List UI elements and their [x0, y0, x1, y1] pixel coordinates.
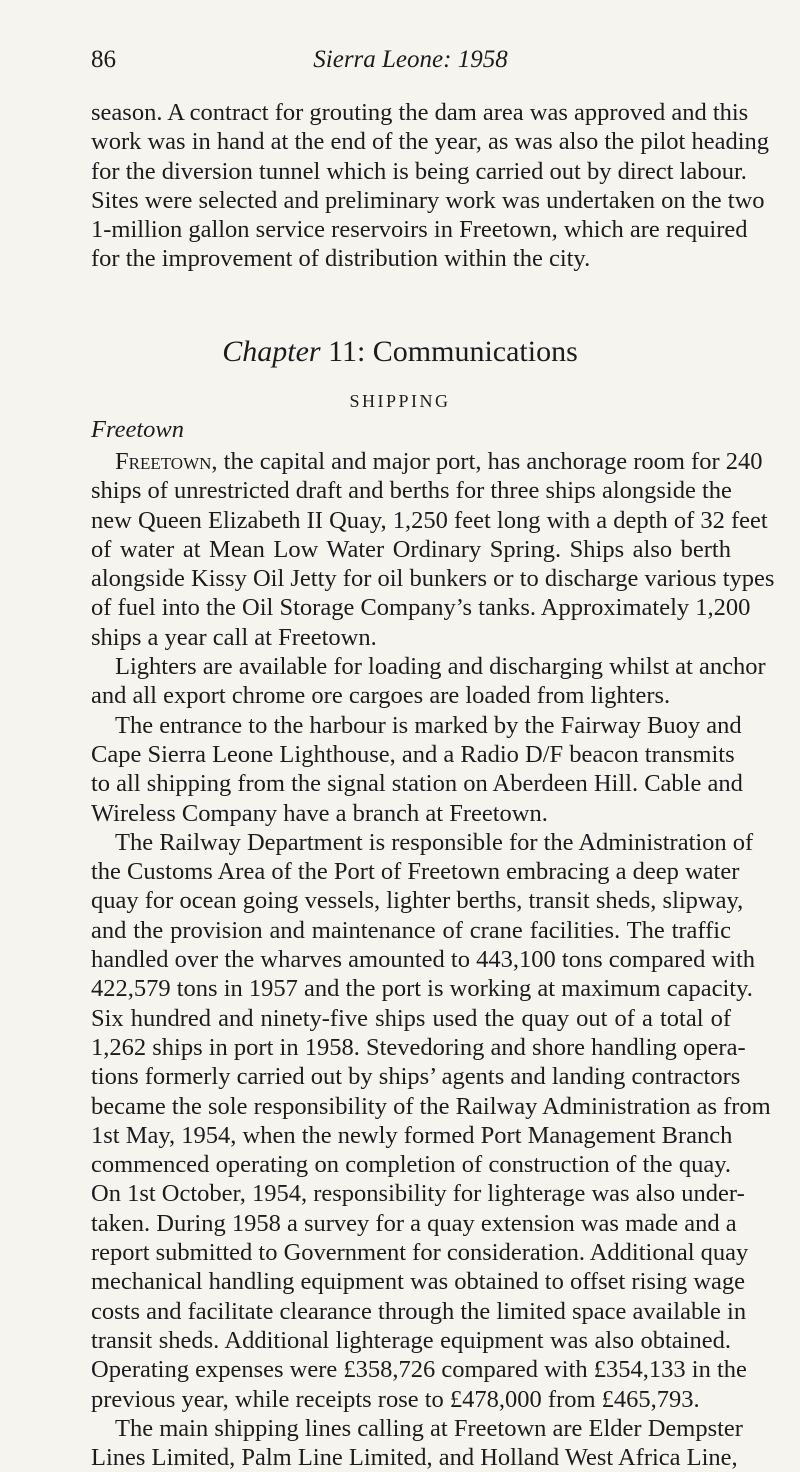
text-line: tions formerly carried out by ships’ agents and landing contractors [91, 1063, 741, 1091]
text-line: handled over the wharves amounted to 443,100 tons compared with [91, 946, 756, 974]
text-line [91, 447, 763, 476]
text-line: The Railway Department is responsible for the Administration of [115, 828, 754, 856]
text-line: of fuel into the Oil Storage Company’s tanks. Approximately 1,200 [91, 594, 751, 622]
text-line: mechanical handling equipment was obtained to offset rising wage [91, 1268, 746, 1296]
text-line: Operating expenses were £358,726 compared with £354,133 in the [91, 1356, 747, 1384]
text-line: the Customs Area of the Port of Freetown embracing a deep water [91, 858, 740, 886]
text-line: commenced operating on completion of construction of the quay. [91, 1151, 731, 1179]
text-line: to all shipping from the signal station on Aberdeen Hill. Cable and [91, 770, 743, 798]
text-line: The entrance to the harbour is marked by the Fairway Buoy and [115, 711, 742, 739]
text-line: 1,262 ships in port in 1958. Stevedoring and shore handling opera- [91, 1033, 746, 1061]
text-line: transit sheds. Additional lighterage equipment was also obtained. [91, 1326, 731, 1354]
body-text [91, 447, 775, 1472]
text-line: for the improvement of distribution within the city. [91, 245, 591, 273]
section-heading: SHIPPING [349, 391, 451, 411]
intro-paragraph [91, 98, 770, 274]
text-line: Lighters are available for loading and discharging whilst at anchor [115, 653, 766, 681]
text-line: costs and facilitate clearance through the limited space available in [91, 1297, 747, 1325]
chapter-title: 11: Communications [328, 335, 578, 368]
lead-word: Freetown, [115, 448, 218, 475]
text-line: ships of unrestricted draft and berths for three ships alongside the [91, 477, 732, 505]
text-line: became the sole responsibility of the Railway Administration as from [91, 1092, 771, 1120]
text-line: new Queen Elizabeth II Quay, 1,250 feet long with a depth of 32 feet [91, 506, 768, 534]
text-line: 1st May, 1954, when the newly formed Port Management Branch [91, 1121, 733, 1149]
text-line: previous year, while receipts rose to £478,000 from £465,793. [91, 1385, 700, 1413]
chapter-word: Chapter [222, 335, 321, 368]
page-number: 86 [91, 46, 116, 73]
text-line: alongside Kissy Oil Jetty for oil bunkers or to discharge various types [91, 565, 775, 593]
text-line: for the diversion tunnel which is being carried out by direct labour. [91, 157, 747, 185]
text-line: report submitted to Government for consideration. Additional quay [91, 1239, 749, 1267]
chapter-heading [0, 335, 800, 369]
text-line: work was in hand at the end of the year, as was also the pilot heading [91, 128, 770, 156]
first-line-rest: the capital and major port, has anchorage room for 240 [217, 448, 763, 475]
running-head: Sierra Leone: 1958 [313, 46, 508, 73]
text-line: taken. During 1958 a survey for a quay extension was made and a [91, 1209, 737, 1237]
text-line: Wireless Company have a branch at Freetown. [91, 799, 548, 827]
text-line: and the provision and maintenance of crane facilities. The traffic [91, 916, 731, 944]
text-line: and all export chrome ore cargoes are loaded from lighters. [91, 682, 671, 710]
text-line: season. A contract for grouting the dam area was approved and this [91, 99, 749, 126]
text-line: On 1st October, 1954, responsibility for lighterage was also under- [91, 1180, 745, 1208]
text-line: 422,579 tons in 1957 and the port is working at maximum capacity. [91, 975, 753, 1003]
text-line: quay for ocean going vessels, lighter berths, transit sheds, slipway, [91, 887, 744, 915]
text-line: of water at Mean Low Water Ordinary Spring. Ships also berth [91, 535, 731, 563]
subheading: Freetown [91, 416, 184, 443]
text-line: Lines Limited, Palm Line Limited, and Holland West Africa Line, [91, 1444, 738, 1472]
text-line: Cape Sierra Leone Lighthouse, and a Radio D/F beacon transmits [91, 740, 735, 768]
text-line: Six hundred and ninety-five ships used the quay out of a total of [91, 1004, 731, 1032]
page-header [91, 46, 730, 80]
text-line: The main shipping lines calling at Freetown are Elder Dempster [115, 1414, 743, 1442]
text-line: Sites were selected and preliminary work was undertaken on the two [91, 186, 765, 214]
text-line: ships a year call at Freetown. [91, 623, 377, 651]
text-line: 1-million gallon service reservoirs in Freetown, which are required [91, 216, 748, 244]
